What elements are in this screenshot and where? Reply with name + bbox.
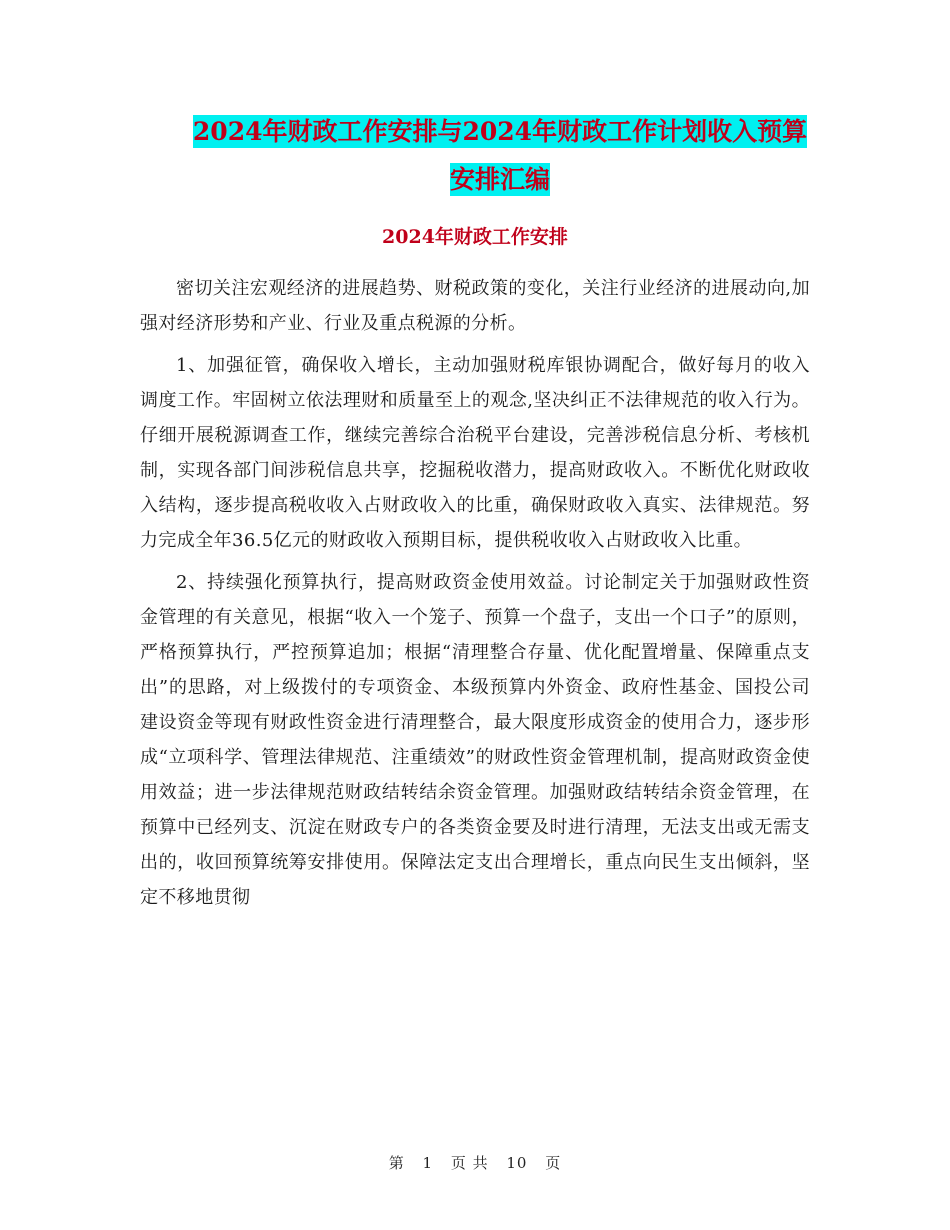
section-title: 2024年财政工作安排 (382, 226, 568, 248)
footer-mid: 页 共 (450, 1154, 489, 1172)
paragraph-item-2: 2、持续强化预算执行，提高财政资金使用效益。讨论制定关于加强财政性资金管理的有关意见，根据“收入一个笼子、预算一个盘子，支出一个口子”的原则，严格预算执行，严控预算追加；根据“清理整合存量、优化配置增量、保障重点支出”的思路，对上级拨付的专项资金、本级预算内外资金、政府性基金、国投公司建设资金等现有财政性资金进行清理整合，最大限度形成资金的使用合力，逐步形成“立项科学、管理法律规范、注重绩效”的财政性资金管理机制，提高财政资金使用效益；进一步法律规范财政结转结余资金管理。加强财政结转结余资金管理，在预算中已经列支、沉淀在财政专户的各类资金要及时进行清理，无法支出或无需支出的，收回预算统筹安排使用。保障法定支出合理增长，重点向民生支出倾斜，坚定不移地贯彻 (140, 572, 810, 908)
paragraph-intro: 密切关注宏观经济的进展趋势、财税政策的变化，关注行业经济的进展动向,加强对经济形势和产业、行业及重点税源的分析。 (140, 278, 810, 334)
footer-suffix: 页 (545, 1154, 562, 1172)
page-footer (0, 1152, 950, 1173)
document-body (140, 271, 810, 922)
footer-page-total: 10 (506, 1154, 528, 1172)
paragraph-item-1: 1、加强征管，确保收入增长，主动加强财税库银协调配合，做好每月的收入调度工作。牢固树立依法理财和质量至上的观念,坚决纠正不法律规范的收入行为。仔细开展税源调查工作，继续完善综合治税平台建设，完善涉税信息分析、考核机制，实现各部门间涉税信息共享，挖掘税收潜力，提高财政收入。不断优化财政收入结构，逐步提高税收收入占财政收入的比重，确保财政收入真实、法律规范。努力完成全年36.5亿元的财政收入预期目标，提供税收收入占财政收入比重。 (140, 355, 810, 551)
footer-page-current: 1 (422, 1154, 434, 1172)
document-title-line2: 安排汇编 (449, 165, 550, 194)
footer-prefix: 第 (388, 1154, 405, 1172)
document-title (140, 108, 860, 204)
document-title-line1: 2024年财政工作安排与2024年财政工作计划收入预算 (192, 117, 808, 146)
